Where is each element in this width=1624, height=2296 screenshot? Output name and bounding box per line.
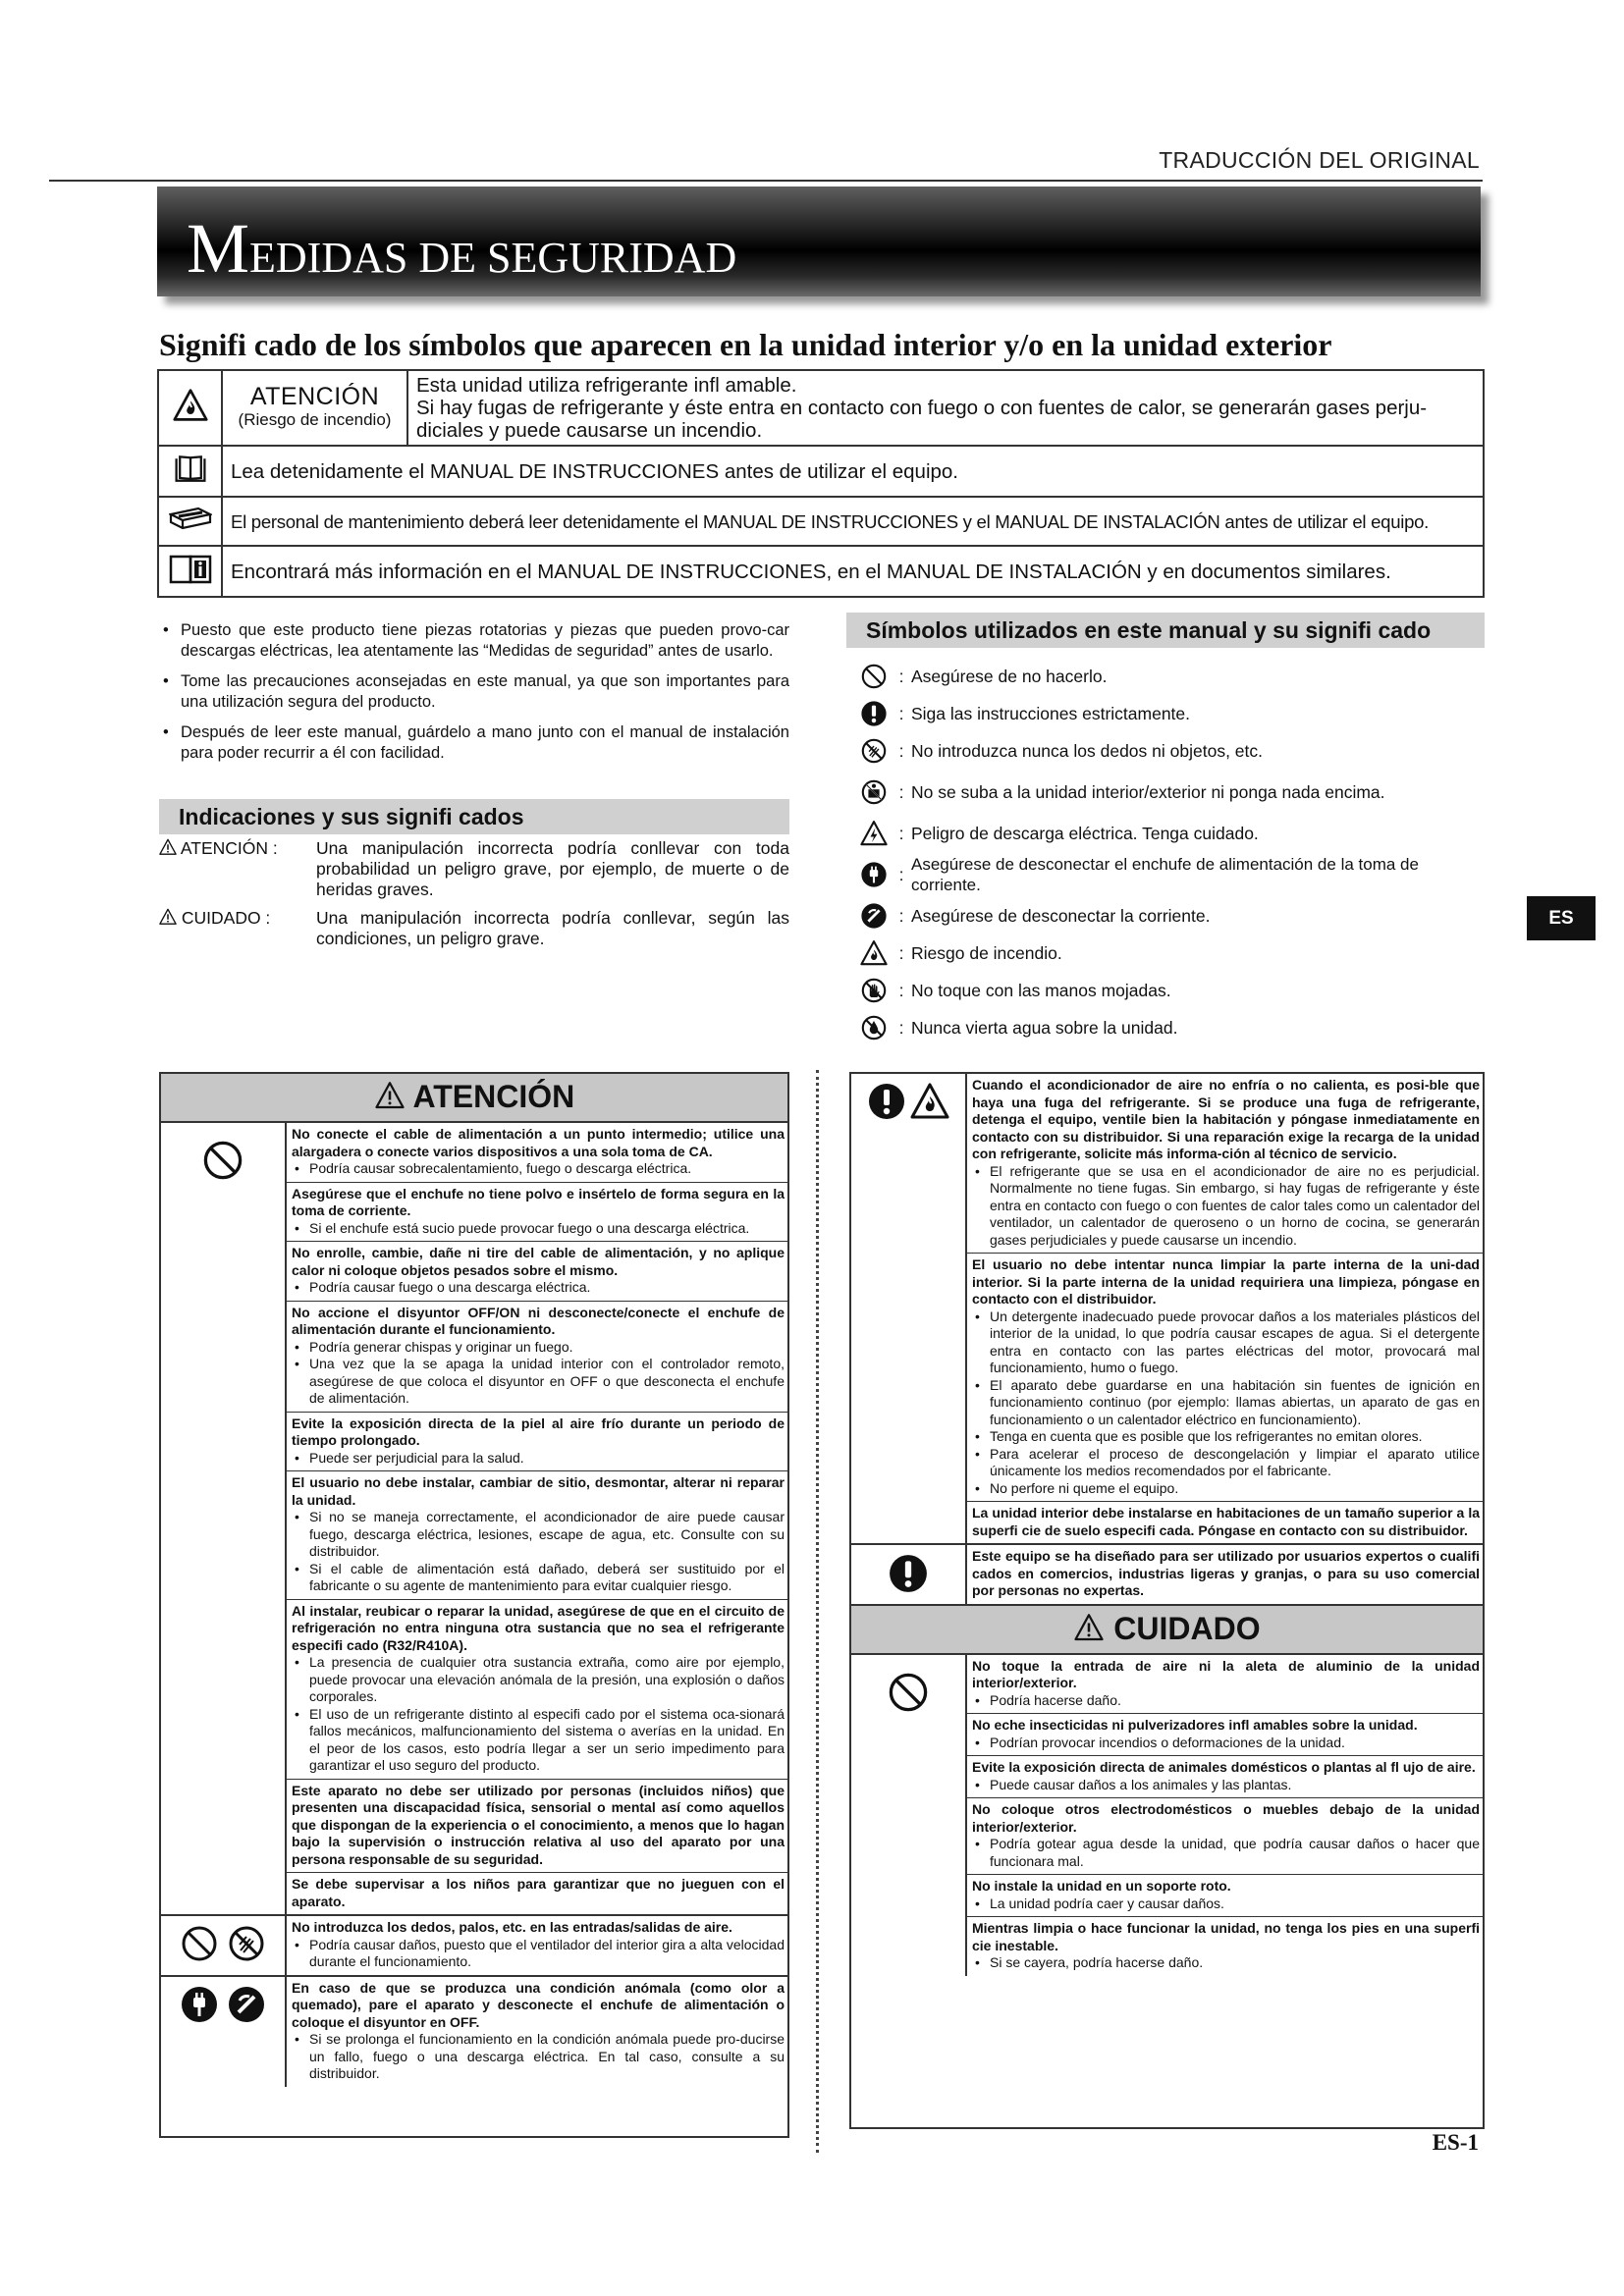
caution-group <box>851 1655 1483 1976</box>
service-manual-icon <box>169 505 212 534</box>
safety-item-bullet: • Para acelerar el proceso de descongelación y limpiar el aparato utilice únicamente los medios recomendados por el fabricante. <box>972 1446 1480 1480</box>
safety-item <box>967 1655 1483 1715</box>
unit-symbols-table <box>157 369 1485 598</box>
safety-item-heading: Este equipo se ha diseñado para ser utilizado por usuarios expertos o cualifi cados en comercios, industrias ligeras y granjas, o para su uso comercial por personas no expertas. <box>972 1548 1480 1598</box>
safety-item-bullet: • Podría causar fuego o una descarga eléctrica. <box>292 1279 785 1297</box>
safety-item <box>287 1977 787 2087</box>
manual-symbols-list <box>856 658 1485 1046</box>
prohibition-icon <box>201 1139 244 1182</box>
no-fingers-icon <box>227 1924 266 1963</box>
intro-item: • Tome las precauciones aconsejadas en este manual, ya que son importantes para una utilización segura del producto. <box>159 671 789 713</box>
safety-item-heading: La unidad interior debe instalarse en habitaciones de un tamaño superior a la superfi cie de suelo especifi cada. Póngase en contacto con su distribuidor. <box>972 1505 1480 1538</box>
unplug-icon <box>860 861 888 888</box>
safety-item-heading: Al instalar, reubicar o reparar la unidad, asegúrese de que en el circuito de refrigeración no entra ninguna otra sustancia que no sea el refrigerante especifi cado (R32/R410A). <box>292 1602 785 1653</box>
safety-item-heading: No conecte el cable de alimentación a un punto intermedio; utilice una alargadera o conecte varios dispositivos a una sola toma de CA. <box>292 1126 785 1159</box>
safety-item-heading: Cuando el acondicionador de aire no enfría o no calienta, es posi-ble que haya una fuga del refrigerante. Si se produce una fuga de refrigerante, detenga el equipo, ventile bien la habitación y póngase inmediatamente en contacto con su distribuidor. Si una reparación exige la recarga de la unidad con refrigerante, solicite más informa-ción al técnico de servicio. <box>972 1077 1480 1161</box>
attention-box-header <box>161 1074 787 1123</box>
indication-row <box>159 908 789 949</box>
safety-item <box>967 1545 1483 1604</box>
safety-item <box>287 1471 787 1600</box>
safety-item <box>967 1756 1483 1798</box>
no-water-icon <box>860 1014 888 1041</box>
warning-icon <box>159 838 177 856</box>
warning-icon <box>159 908 177 926</box>
safety-item-bullet: • El aparato debe guardarse en una habitación sin fuentes de ignición en funcionamiento continuo (por ejemplo: llamas abiertas, un aparato de gas en funcionamiento o un calentador eléctrico en funcionamiento). <box>972 1377 1480 1429</box>
safety-item-bullet: • Si se cayera, podría hacerse daño. <box>972 1954 1480 1972</box>
attention-label: ATENCIÓN <box>249 382 380 410</box>
indication-text: Una manipulación incorrecta podría conllevar con toda probabilidad un peligro grave, por ejemplo, de muerte o de heridas graves. <box>316 838 789 899</box>
book-icon <box>172 452 209 487</box>
symbols-heading: Signifi cado de los símbolos que aparecen en la unidad interior y/o en la unidad exterior <box>159 327 1332 362</box>
caution-title: CUIDADO <box>1113 1610 1261 1646</box>
symbol-item: : Nunca vierta agua sobre la unidad. <box>856 1009 1485 1046</box>
attention-text-cell <box>407 370 1484 446</box>
caution-header <box>851 1606 1483 1655</box>
attention-line-2: Si hay fugas de refrigerante y éste entra en contacto con fuego o con fuentes de calor, se generarán gases perju-diciales y puede causarse un incendio. <box>416 397 1428 442</box>
attention-group <box>161 1916 787 1977</box>
safety-item-bullet: • Podría causar daños, puesto que el ventilador del interior gira a alta velocidad durante el funcionamiento. <box>292 1937 785 1971</box>
attention-group <box>161 1977 787 2087</box>
safety-item-heading: Asegúrese que el enchufe no tiene polvo e insértelo de forma segura en la toma de corriente. <box>292 1185 785 1218</box>
page-title-initial: M <box>187 209 250 288</box>
intro-item: • Puesto que este producto tiene piezas rotatorias y piezas que pueden provo-car descargas eléctricas, lea atentamente las “Medidas de seguridad” antes de usarlo. <box>159 620 789 662</box>
info-text: Encontrará más información en el MANUAL DE INSTRUCCIONES, en el MANUAL DE INSTALACIÓN y en documentos similares. <box>222 546 1484 597</box>
disconnect-power-icon <box>860 902 888 930</box>
indication-text: Una manipulación incorrecta podría conllevar, según las condiciones, un peligro grave. <box>316 908 789 948</box>
safety-item-bullet: • No perfore ni queme el equipo. <box>972 1480 1480 1498</box>
header-translation-note: TRADUCCIÓN DEL ORIGINAL <box>1159 147 1480 173</box>
safety-item-bullet: • Si el cable de alimentación está dañado, deberá ser sustituido por el fabricante o su agente de mantenimiento para evitar cualquier riesgo. <box>292 1561 785 1595</box>
safety-item-heading: No eche insecticidas ni pulverizadores infl amables sobre la unidad. <box>972 1717 1418 1733</box>
symbol-item: : Asegúrese de no hacerlo. <box>856 658 1485 695</box>
language-tab: ES <box>1527 896 1596 940</box>
indication-label: CUIDADO : <box>159 908 316 949</box>
safety-item-bullet: • Si el enchufe está sucio puede provocar fuego o una descarga eléctrica. <box>292 1220 785 1238</box>
service-cell <box>158 497 222 546</box>
safety-item-bullet: • Si se prolonga el funcionamiento en la condición anómala puede pro-ducirse un fallo, fuego o una descarga eléctrica. En tal caso, consulte a su distribuidor. <box>292 2031 785 2083</box>
safety-item-heading: Evite la exposición directa de animales domésticos o plantas al fl ujo de aire. <box>972 1759 1476 1775</box>
safety-item <box>967 1917 1483 1976</box>
safety-item <box>967 1074 1483 1254</box>
prohibition-icon <box>887 1671 930 1714</box>
right-safety-box <box>849 1072 1485 2129</box>
indication-row <box>159 838 789 900</box>
symbol-item: : Riesgo de incendio. <box>856 934 1485 972</box>
manual-cell <box>158 446 222 497</box>
symbol-item: : No toque con las manos mojadas. <box>856 972 1485 1009</box>
safety-item-bullet: • Una vez que la se apaga la unidad interior con el controlador remoto, asegúrese de que coloca el disyuntor en OFF o que desconecta el enchufe de alimentación. <box>292 1356 785 1408</box>
safety-item-heading: Evite la exposición directa de la piel al aire frío durante un periodo de tiempo prolongado. <box>292 1415 785 1448</box>
safety-item-bullet: • Un detergente inadecuado puede provocar daños a los materiales plásticos del interior de la unidad, lo que podría causar escapes de agua. Si el detergente entra en contacto con las partes eléctricas del motor, provocará mal funcionamiento, humo o fuego. <box>972 1308 1480 1377</box>
safety-item-bullet: • Podría gotear agua desde la unidad, que podría causar daños o hacer que funcionara mal. <box>972 1836 1480 1870</box>
title-banner <box>157 187 1481 296</box>
safety-item-bullet: • Podría generar chispas y originar un fuego. <box>292 1339 785 1357</box>
safety-item-heading: Este aparato no debe ser utilizado por personas (incluidos niños) que presenten una discapacidad física, sensorial o mental así como aquellos que dispongan de la experiencia o el conocimiento, a menos que lo hagan bajo la supervisión o instrucción relativa al uso del aparato por una persona responsable de su seguridad. <box>292 1782 785 1867</box>
attention-line-1: Esta unidad utiliza refrigerante infl amable. <box>416 374 797 397</box>
safety-item-bullet: • La unidad podría caer y causar daños. <box>972 1896 1480 1913</box>
page-number: ES-1 <box>1432 2130 1479 2155</box>
safety-item <box>287 1302 787 1413</box>
expert-use-group <box>851 1545 1483 1606</box>
safety-item <box>967 1798 1483 1875</box>
refrigerant-group <box>851 1074 1483 1545</box>
no-fingers-icon <box>860 737 888 765</box>
symbol-item: : Peligro de descarga eléctrica. Tenga cuidado. <box>856 815 1485 852</box>
warning-icon <box>1073 1613 1105 1642</box>
safety-item <box>287 1780 787 1874</box>
disconnect-power-icon <box>227 1985 266 2024</box>
fire-risk-icon <box>910 1082 949 1121</box>
safety-item <box>287 1600 787 1780</box>
manual-text: Lea detenidamente el MANUAL DE INSTRUCCIONES antes de utilizar el equipo. <box>222 446 1484 497</box>
safety-item-heading: En caso de que se produzca una condición anómala (como olor a quemado), pare el aparato y desconecte el enchufe de alimentación o coloque el disyuntor en OFF. <box>292 1979 785 2030</box>
safety-item <box>287 1873 787 1914</box>
info-cell <box>158 546 222 597</box>
safety-item-heading: No accione el disyuntor OFF/ON ni desconecte/conecte el enchufe de alimentación durante el funcionamiento. <box>292 1304 785 1337</box>
safety-item <box>967 1502 1483 1543</box>
electric-shock-icon <box>860 820 888 847</box>
intro-list <box>159 620 789 774</box>
safety-item-bullet: • La presencia de cualquier otra sustancia extraña, como aire por ejemplo, puede provocar una elevación anómala de la presión, una explosión o daños corporales. <box>292 1654 785 1706</box>
fire-risk-icon <box>860 939 888 967</box>
safety-item <box>967 1875 1483 1917</box>
page-title <box>187 209 737 293</box>
safety-item-bullet: • El uso de un refrigerante distinto al especifi cado por el sistema oca-sionará fallos mecánicos, malfuncionamiento del sistema o averías en la unidad. En el peor de los casos, esto podría llegar a ser un serio impedimento para garantizar el uso seguro del producto. <box>292 1706 785 1775</box>
symbol-item: : Asegúrese de desconectar el enchufe de alimentación de la toma de corriente. <box>856 852 1485 897</box>
safety-item-bullet: • Puede ser perjudicial para la salud. <box>292 1450 785 1468</box>
safety-item-heading: No introduzca los dedos, palos, etc. en las entradas/salidas de aire. <box>292 1919 732 1935</box>
manual-symbols-heading: Símbolos utilizados en este manual y su signifi cado <box>846 613 1485 648</box>
intro-item: • Después de leer este manual, guárdelo a mano junto con el manual de instalación para poder recurrir a él con facilidad. <box>159 722 789 764</box>
mandatory-icon <box>860 700 888 727</box>
safety-item-heading: No toque la entrada de aire ni la aleta de aluminio de la unidad interior/exterior. <box>972 1657 1480 1690</box>
fire-risk-icon <box>173 388 208 423</box>
warning-icon <box>374 1081 406 1110</box>
column-divider <box>816 1070 819 2153</box>
safety-item-heading: Se debe supervisar a los niños para garantizar que no jueguen con el aparato. <box>292 1876 785 1909</box>
attention-group <box>161 1123 787 1916</box>
safety-item-heading: Mientras limpia o hace funcionar la unidad, no tenga los pies en una superfi cie inestable. <box>972 1920 1480 1953</box>
symbol-item: : No se suba a la unidad interior/exterior ni ponga nada encima. <box>856 770 1485 815</box>
safety-item <box>287 1916 787 1975</box>
safety-item-heading: No coloque otros electrodomésticos o muebles debajo de la unidad interior/exterior. <box>972 1801 1480 1835</box>
safety-item <box>287 1413 787 1472</box>
no-wet-hands-icon <box>860 977 888 1004</box>
indications-heading: Indicaciones y sus signifi cados <box>159 799 789 834</box>
mandatory-icon <box>888 1553 929 1594</box>
symbol-item: : Siga las instrucciones estrictamente. <box>856 695 1485 732</box>
attention-sublabel: (Riesgo de incendio) <box>238 409 392 429</box>
indications-table <box>159 838 789 957</box>
safety-item-bullet: • El refrigerante que se usa en el acondicionador de aire no es perjudicial. Normalmente no tiene fugas. Sin embargo, si hay fugas de refrigerante y éste entra en contacto con fuego o con fuentes de calor tales como un calentador del ventilador, un calentador de queroseno o un horno de cocina, se generarán gases perjudiciales y puede causarse un incendio. <box>972 1163 1480 1250</box>
symbol-item: : Asegúrese de desconectar la corriente. <box>856 897 1485 934</box>
safety-item-bullet: • Si no se maneja correctamente, el acondicionador de aire puede causar fuego, descarga eléctrica, lesiones, escape de agua, etc. Consulte con su distribuidor. <box>292 1509 785 1561</box>
safety-item <box>287 1123 787 1183</box>
safety-item-heading: El usuario no debe intentar nunca limpiar la parte interna de la uni-dad interior. Si la parte interna de la unidad requiriera una limpieza, póngase en contacto con el distribuidor. <box>972 1256 1480 1307</box>
safety-item-heading: No instale la unidad en un soporte roto. <box>972 1878 1231 1894</box>
attention-box-title: ATENCIÓN <box>412 1079 575 1114</box>
header-rule <box>49 180 1483 182</box>
safety-item-heading: El usuario no debe instalar, cambiar de sitio, desmontar, alterar ni reparar la unidad. <box>292 1474 785 1508</box>
prohibition-icon <box>860 663 888 690</box>
safety-item-bullet: • Podría hacerse daño. <box>972 1692 1480 1710</box>
page-title-rest: EDIDAS DE SEGURIDAD <box>249 234 737 282</box>
safety-item <box>287 1183 787 1243</box>
no-step-icon <box>860 778 888 806</box>
indication-label: ATENCIÓN : <box>159 838 316 900</box>
safety-item-heading: No enrolle, cambie, dañe ni tire del cable de alimentación, y no aplique calor ni coloque objetos pesados sobre el mismo. <box>292 1245 785 1278</box>
safety-item-bullet: • Puede causar daños a los animales y las plantas. <box>972 1777 1480 1794</box>
service-text: El personal de mantenimiento deberá leer detenidamente el MANUAL DE INSTRUCCIONES y el MANUAL DE INSTALACIÓN antes de utilizar el equipo. <box>222 497 1484 546</box>
safety-item <box>287 1242 787 1302</box>
info-icon <box>169 553 212 586</box>
mandatory-icon <box>867 1082 906 1121</box>
safety-item-bullet: • Podrían provocar incendios o deformaciones de la unidad. <box>972 1735 1480 1752</box>
safety-item-bullet: • Podría causar sobrecalentamiento, fuego o descarga eléctrica. <box>292 1160 785 1178</box>
safety-item-bullet: • Tenga en cuenta que es posible que los refrigerantes no emitan olores. <box>972 1428 1480 1446</box>
safety-item <box>967 1254 1483 1502</box>
fire-warning-cell <box>158 370 222 446</box>
safety-item <box>967 1714 1483 1756</box>
prohibition-icon <box>180 1924 219 1963</box>
unplug-icon <box>180 1985 219 2024</box>
symbol-item: : No introduzca nunca los dedos ni objetos, etc. <box>856 732 1485 770</box>
attention-label-cell <box>222 370 407 446</box>
attention-box <box>159 1072 789 2138</box>
